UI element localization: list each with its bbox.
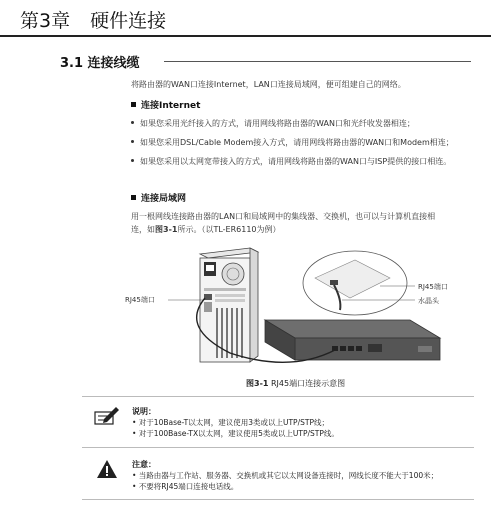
separator <box>82 499 474 500</box>
chapter-rule <box>0 35 491 37</box>
bullet-dot-icon <box>131 121 134 124</box>
bullet-dot-icon <box>131 140 134 143</box>
chapter-number: 第3章 <box>20 10 71 32</box>
note-line: • 对于10Base-T以太网，建议使用3类或以上UTP/STP线； <box>132 418 329 427</box>
internet-heading-text: 连接Internet <box>141 101 201 111</box>
list-item-text: 如果您采用光纤接入的方式，请用网线将路由器的WAN口和光纤收发器相连； <box>140 119 415 128</box>
figure-caption: 图3-1 RJ45端口连接示意图 <box>246 379 346 388</box>
section-rule <box>164 61 471 62</box>
warning-title: 注意： <box>132 460 156 469</box>
crystal-head-label: 水晶头 <box>418 297 439 305</box>
lan-heading <box>131 191 186 204</box>
list-item-text: 如果您采用DSL/Cable Modem接入方式，请用网线将路由器的WAN口和Modem相连； <box>140 138 454 147</box>
list-item <box>131 137 454 148</box>
lan-heading-text: 连接局域网 <box>141 194 187 204</box>
warning-line: • 不要将RJ45端口连接电话线。 <box>132 482 239 491</box>
warning-triangle-icon <box>96 459 118 479</box>
chapter-title <box>20 6 166 33</box>
figure-ref-link[interactable]: 图3-1 <box>155 225 178 234</box>
square-bullet-icon <box>131 102 136 107</box>
section-title: 3.1 连接线缆 <box>60 56 140 71</box>
separator <box>82 396 474 397</box>
note-pencil-icon <box>94 406 120 426</box>
note-line: • 对于100Base-TX以太网，建议使用5类或以上UTP/STP线。 <box>132 429 339 438</box>
rj45-port-label-left: RJ45端口 <box>125 296 155 304</box>
list-item-text: 如果您采用以太网宽带接入的方式，请用网线将路由器的WAN口与ISP提供的接口相连。 <box>140 157 452 166</box>
intro-text: 将路由器的WAN口连接Internet，LAN口连接局域网，便可组建自己的网络。 <box>131 80 406 89</box>
square-bullet-icon <box>131 195 136 200</box>
internet-heading <box>131 98 200 111</box>
lan-text-line2: 连，如图3-1所示。（以TL-ER6110为例） <box>131 225 281 234</box>
list-item <box>131 118 415 129</box>
note-title: 说明： <box>132 407 156 416</box>
router-illustration <box>265 320 440 360</box>
pc-tower-illustration <box>200 248 258 362</box>
rj45-port-label-right: RJ45端口 <box>418 283 448 291</box>
chapter-name: 硬件连接 <box>90 10 167 32</box>
bullet-dot-icon <box>131 159 134 162</box>
warning-line: • 当路由器与工作站、服务器、交换机或其它以太网设备连接时，网线长度不能大于100米； <box>132 471 439 480</box>
list-item <box>131 156 451 167</box>
lan-text-line1: 用一根网线连接路由器的LAN口和局域网中的集线器、交换机，也可以与计算机直接相 <box>131 212 436 221</box>
separator <box>82 447 474 448</box>
